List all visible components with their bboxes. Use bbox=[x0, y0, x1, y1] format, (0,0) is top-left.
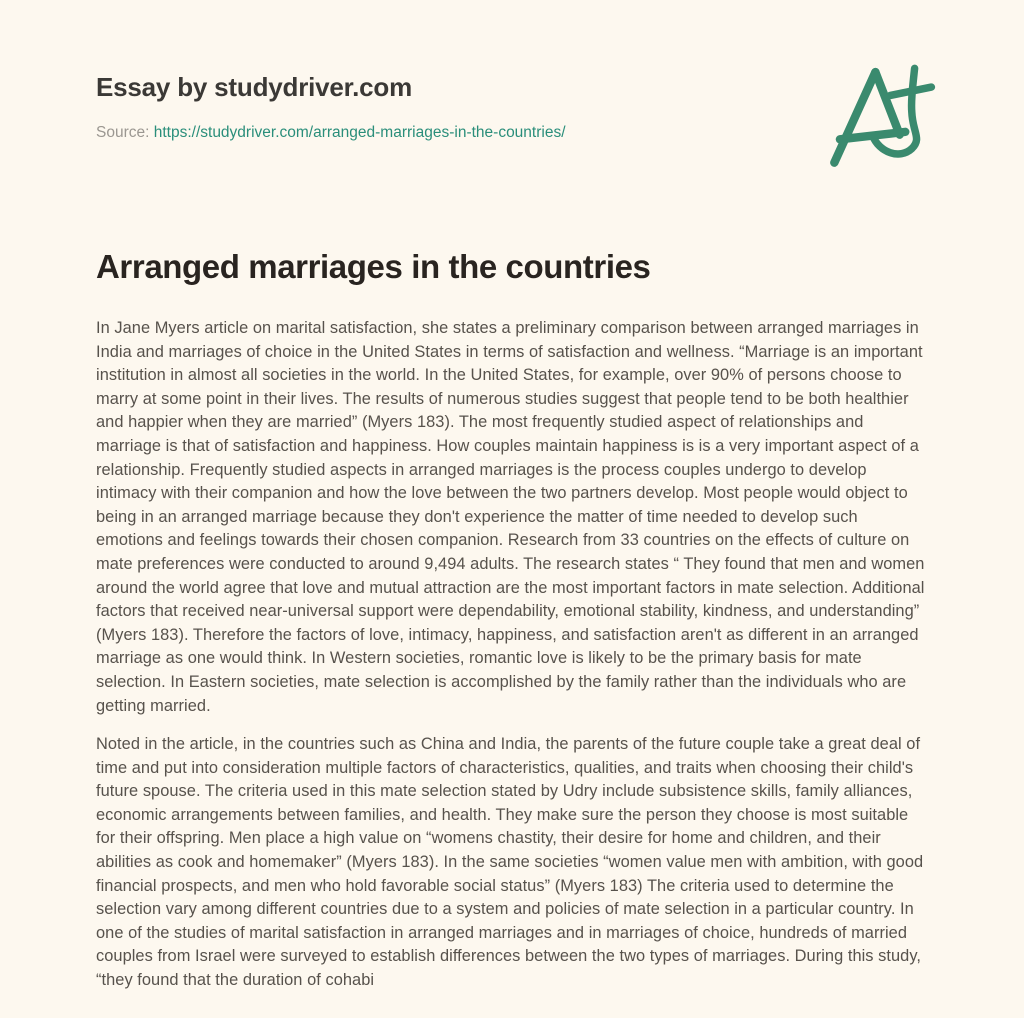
source-label: Source: bbox=[96, 124, 150, 141]
essay-paragraph: In Jane Myers article on marital satisfaction, she states a preliminary comparison between arranged marriages in India and marriages of choice in the United States in terms of satisfaction and wellness. “Marriage is an important institution in almost all societies in the world. In the United States, for example, over 90% of persons choose to marry at some point in their lives. The results of numerous studies suggest that people tend to be both healthier and happier when they are married” (Myers 183). The most frequently studied aspect of relationships and marriage is that of satisfaction and happiness. How couples maintain happiness is is a very important aspect of a relationship. Frequently studied aspects in arranged marriages is the process couples undergo to develop intimacy with their companion and how the love between the two partners develop. Most people would object to being in an arranged marriage because they don't experience the matter of time needed to develop such emotions and feelings towards their chosen companion. Research from 33 countries on the effects of culture on mate preferences were conducted to around 9,494 adults. The research states “ They found that men and women around the world agree that love and mutual attraction are the most important factors in mate selection. Additional factors that received near-universal support were dependability, emotional stability, kindness, and understanding” (Myers 183). Therefore the factors of love, intimacy, happiness, and satisfaction aren't as different in an arranged marriage as one would think. In Western societies, romantic love is likely to be the primary basis for mate selection. In Eastern societies, mate selection is accomplished by the family rather than the individuals who are getting married. bbox=[96, 319, 925, 715]
essay-paragraph: Noted in the article, in the countries such as China and India, the parents of the future couple take a great deal of time and put into consideration multiple factors of characteristics, qualities, and traits when choosing their child's future spouse. The criteria used in this mate selection stated by Udry include subsistence skills, family alliances, economic arrangements between families, and health. They make sure the person they choose is most suitable for their offspring. Men place a high value on “womens chastity, their desire for home and children, and their abilities as cook and homemaker” (Myers 183). In the same societies “women value men with ambition, with good financial prospects, and men who hold favorable social status” (Myers 183) The criteria used to determine the selection vary among different countries due to a system and policies of mate selection in a particular country. In one of the studies of marital satisfaction in arranged marriages and in marriages of choice, hundreds of married couples from Israel were surveyed to establish differences between the two types of marriages. During this study, “they found that the duration of cohabi bbox=[96, 735, 924, 990]
essay-title: Arranged marriages in the countries bbox=[96, 248, 651, 285]
document-header bbox=[96, 72, 928, 142]
document-heading: Essay by studydriver.com bbox=[96, 72, 413, 102]
essay-body bbox=[96, 317, 928, 993]
source-url-link[interactable]: https://studydriver.com/arranged-marriages-in-the-countries/ bbox=[153, 124, 566, 141]
